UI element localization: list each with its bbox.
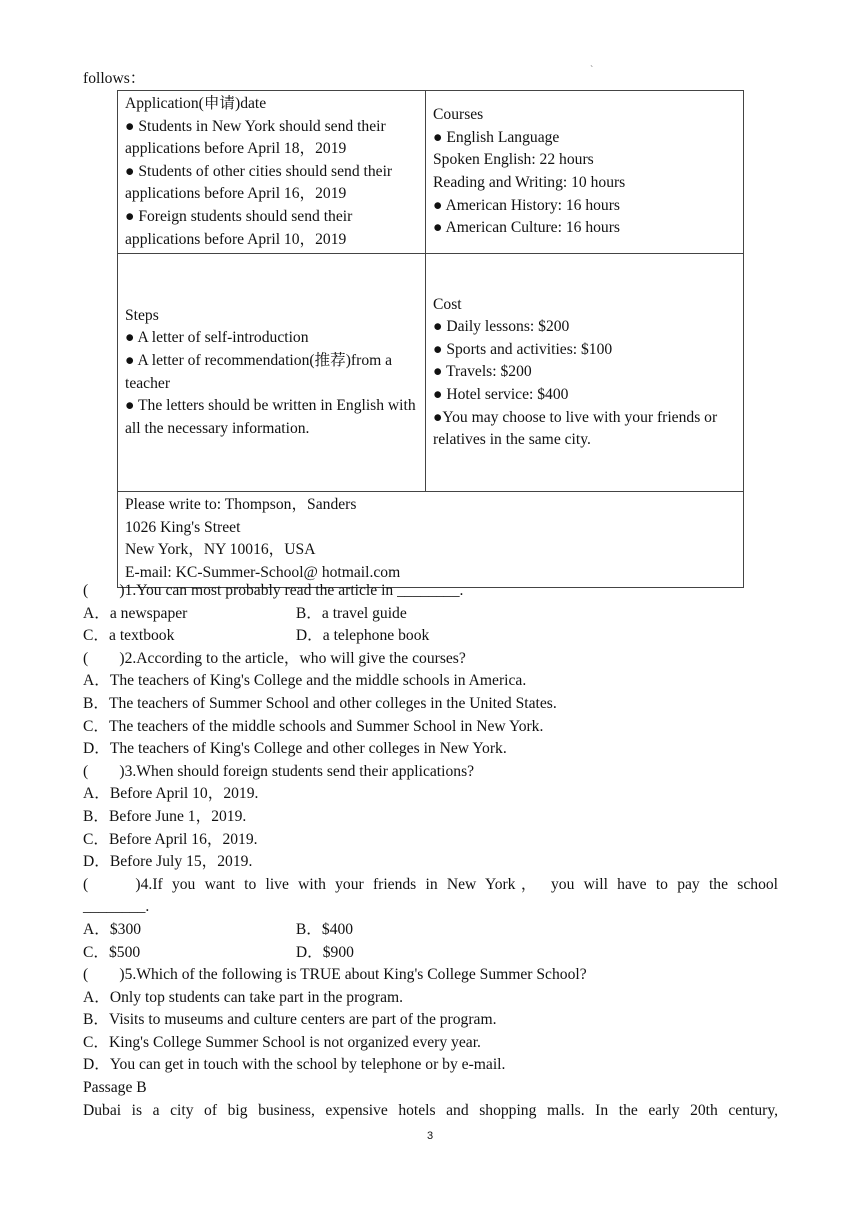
- option-c: C．The teachers of the middle schools and Summer School in New York.: [83, 717, 544, 735]
- courses-item: Spoken English: 22 hours: [433, 151, 594, 169]
- option-a: A．$300: [83, 920, 142, 938]
- cost-item: ● Sports and activities: $100: [433, 340, 613, 358]
- courses-item: Reading and Writing: 10 hours: [433, 174, 626, 192]
- application-cell: [118, 91, 426, 254]
- option-a: A．a newspaper: [83, 604, 188, 622]
- steps-item: ● A letter of recommendation(推荐)from a teacher: [125, 352, 393, 392]
- option-d: D．Before July 15，2019.: [83, 853, 253, 871]
- steps-title: Steps: [125, 306, 159, 324]
- cost-item: ●You may choose to live with your friends or relatives in the same city.: [433, 408, 718, 449]
- courses-title: Courses: [433, 106, 484, 124]
- stray-mark: `: [590, 65, 594, 76]
- cost-item: ● Hotel service: $400: [433, 385, 569, 403]
- cost-item: ● Travels: $200: [433, 363, 532, 381]
- application-item: ● Foreign students should send their applications before April 10，2019: [125, 207, 353, 248]
- question-3-stem: ( )3.When should foreign students send their applications?: [83, 762, 475, 780]
- school-info-table: [117, 90, 744, 588]
- option-a: A．Before April 10，2019.: [83, 785, 259, 803]
- application-item: ● Students in New York should send their applications before April 18，2019: [125, 117, 386, 158]
- option-c: C．King's College Summer School is not organized every year.: [83, 1033, 481, 1051]
- cost-item: ● Daily lessons: $200: [433, 318, 570, 336]
- question-1-stem: ( )1.You can most probably read the article in ________.: [83, 582, 464, 599]
- steps-item: ● The letters should be written in English with all the necessary information.: [125, 397, 416, 437]
- option-b: B．$400: [295, 920, 354, 938]
- question-5-stem: ( )5.Which of the following is TRUE about King's College Summer School?: [83, 966, 587, 984]
- option-b: B．Before June 1，2019.: [83, 807, 247, 825]
- steps-cell: [118, 254, 426, 492]
- contact-email: E-mail: KC-Summer-School@ hotmail.com: [125, 563, 401, 581]
- option-d: D．You can get in touch with the school by telephone or by e-mail.: [83, 1056, 506, 1074]
- page-number: 3: [426, 1130, 434, 1142]
- application-item: ● Students of other cities should send their applications before April 16，2019: [125, 162, 393, 203]
- option-d: D．$900: [295, 943, 354, 961]
- contact-line: Please write to: Thompson，Sanders: [125, 496, 357, 514]
- courses-item: ● English Language: [433, 128, 560, 146]
- contact-cell: [118, 492, 744, 587]
- question-1-options-ab: [83, 603, 778, 626]
- option-b: B．a travel guide: [295, 604, 407, 622]
- option-c: C．Before April 16，2019.: [83, 830, 258, 848]
- question-4-stem-blank: ________.: [83, 898, 150, 916]
- option-d: D．The teachers of King's College and other colleges in New York.: [83, 740, 507, 758]
- steps-item: ● A letter of self-introduction: [125, 329, 309, 347]
- option-c: C．a textbook: [83, 627, 175, 645]
- question-1-options-cd: [83, 625, 778, 648]
- option-b: B．Visits to museums and culture centers are part of the program.: [83, 1011, 497, 1029]
- courses-cell: [426, 91, 744, 254]
- option-c: C．$500: [83, 943, 141, 961]
- questions-section: [83, 580, 778, 1122]
- option-d: D．a telephone book: [295, 627, 430, 645]
- courses-item: ● American History: 16 hours: [433, 196, 620, 214]
- contact-line: New York，NY 10016，USA: [125, 541, 316, 559]
- cost-cell: [426, 254, 744, 492]
- intro-text: follows：: [83, 70, 146, 87]
- option-a: A．The teachers of King's College and the middle schools in America.: [83, 672, 527, 690]
- option-a: A．Only top students can take part in the program.: [83, 988, 404, 1006]
- question-4-stem: ( )4.If you want to live with your friends in New York， you will have to pay the school: [83, 875, 778, 893]
- application-title: Application(申请)date: [125, 95, 267, 112]
- question-4-options-ab: [83, 919, 778, 942]
- passage-b-title: Passage B: [83, 1079, 147, 1097]
- question-4-options-cd: [83, 942, 778, 965]
- question-2-stem: ( )2.According to the article，who will give the courses?: [83, 649, 466, 667]
- courses-item: ● American Culture: 16 hours: [433, 219, 620, 237]
- passage-b-first-line: Dubai is a city of big business, expensive hotels and shopping malls. In the early 20th century,: [83, 1101, 778, 1119]
- option-b: B．The teachers of Summer School and other colleges in the United States.: [83, 694, 557, 712]
- contact-line: 1026 King's Street: [125, 518, 241, 536]
- cost-title: Cost: [433, 295, 462, 313]
